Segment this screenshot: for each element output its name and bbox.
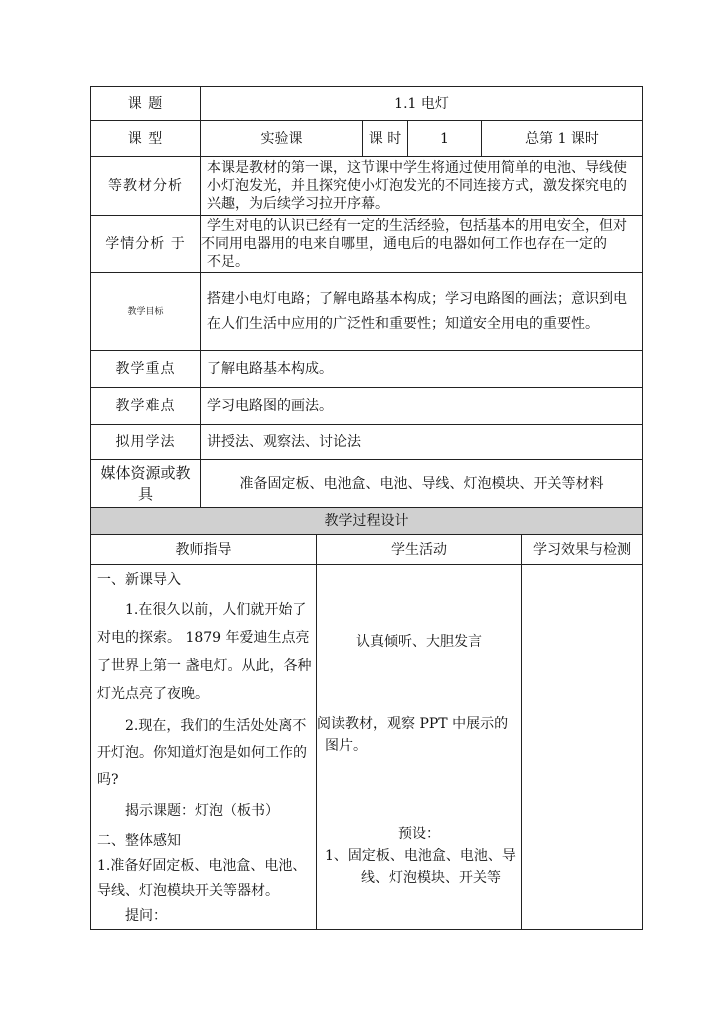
media-text: 准备固定板、电池盒、电池、导线、灯泡模块、开关等材料: [201, 460, 643, 508]
students-cell: [201, 216, 643, 273]
student-activity-2b: 图片。: [325, 738, 368, 754]
students-line-3: 不足。: [207, 254, 250, 270]
media-label: [91, 460, 201, 508]
goals-text: 搭建小电灯电路；了解电路基本构成；学习电路图的画法；意识到电在人们生活中应用的广泛性和重要性；知道安全用电的重要性。: [201, 273, 643, 351]
method-text: 讲授法、观察法、讨论法: [201, 425, 643, 460]
type-value: 实验课: [201, 121, 363, 157]
col-effect: 学习效果与检测: [522, 535, 643, 565]
key-label: 教学重点: [91, 351, 201, 388]
topic-value: 1.1 电灯: [201, 87, 643, 121]
perception-para-2: 提问：: [125, 908, 167, 924]
media-label-line-1: 媒体资源或教: [100, 463, 191, 482]
process-title: 教学过程设计: [91, 508, 643, 535]
media-label-line-2: 具: [138, 484, 154, 503]
intro-para-2: 2.现在，我们的生活处处离不开灯泡。你知道灯泡是如何工作的吗?: [97, 718, 307, 788]
students-line-2: 不同用电器用的电来自哪里，通电后的电器如何工作也存在一定的: [201, 236, 608, 252]
student-activity-2a: 阅读教材，观察 PPT 中展示的: [317, 716, 509, 732]
learning-effect-cell: [522, 565, 643, 930]
goals-label: 教学目标: [91, 273, 201, 351]
student-activity-4b: 线、灯泡模块、开关等: [361, 870, 502, 886]
student-activity-3: 预设：: [398, 826, 441, 842]
difficulty-text: 学习电路图的画法。: [201, 388, 643, 425]
teacher-guidance: [91, 565, 317, 930]
perception-para-1: 1.准备好固定板、电池盒、电池、导线、灯泡模块开关等器材。: [97, 858, 307, 899]
key-text: 了解电路基本构成。: [201, 351, 643, 388]
student-activity: [317, 565, 522, 930]
lesson-plan: [90, 86, 642, 930]
students-line-1: 学生对电的认识已经有一定的生活经验，包括基本的用电安全，但对: [207, 218, 628, 234]
col-teacher: 教师指导: [91, 535, 317, 565]
difficulty-label: 教学难点: [91, 388, 201, 425]
textbook-label: 等教材分析: [91, 157, 201, 216]
lesson-info-table: [90, 86, 643, 930]
textbook-text: 本课是教材的第一课，这节课中学生将通过使用简单的电池、导线使小灯泡发光，并且探究使小灯泡发光的不同连接方式，激发探究电的兴趣，为后续学习拉开序幕。: [201, 157, 643, 216]
col-student: 学生活动: [317, 535, 522, 565]
student-activity-4a: 1、固定板、电池盒、电池、导: [325, 848, 516, 864]
topic-label: 课 题: [91, 87, 201, 121]
hours-label: 课 时: [363, 121, 408, 157]
total-label: 总第 1 课时: [482, 121, 643, 157]
type-label: 课 型: [91, 121, 201, 157]
intro-para-1: 1.在很久以前，人们就开始了对电的探索。 1879 年爱迪生点亮了世界上第一 盏电灯。从此，各种灯光点亮了夜晚。: [97, 602, 312, 702]
method-label: 拟用学法: [91, 425, 201, 460]
hours-value: 1: [408, 121, 482, 157]
students-label: 学情分析 于: [91, 216, 201, 273]
perception-heading: 二、整体感知: [97, 833, 181, 849]
intro-heading: 一、新课导入: [97, 572, 181, 588]
intro-para-3: 揭示课题：灯泡（板书）: [125, 803, 279, 819]
student-activity-1: 认真倾听、大胆发言: [356, 634, 483, 650]
